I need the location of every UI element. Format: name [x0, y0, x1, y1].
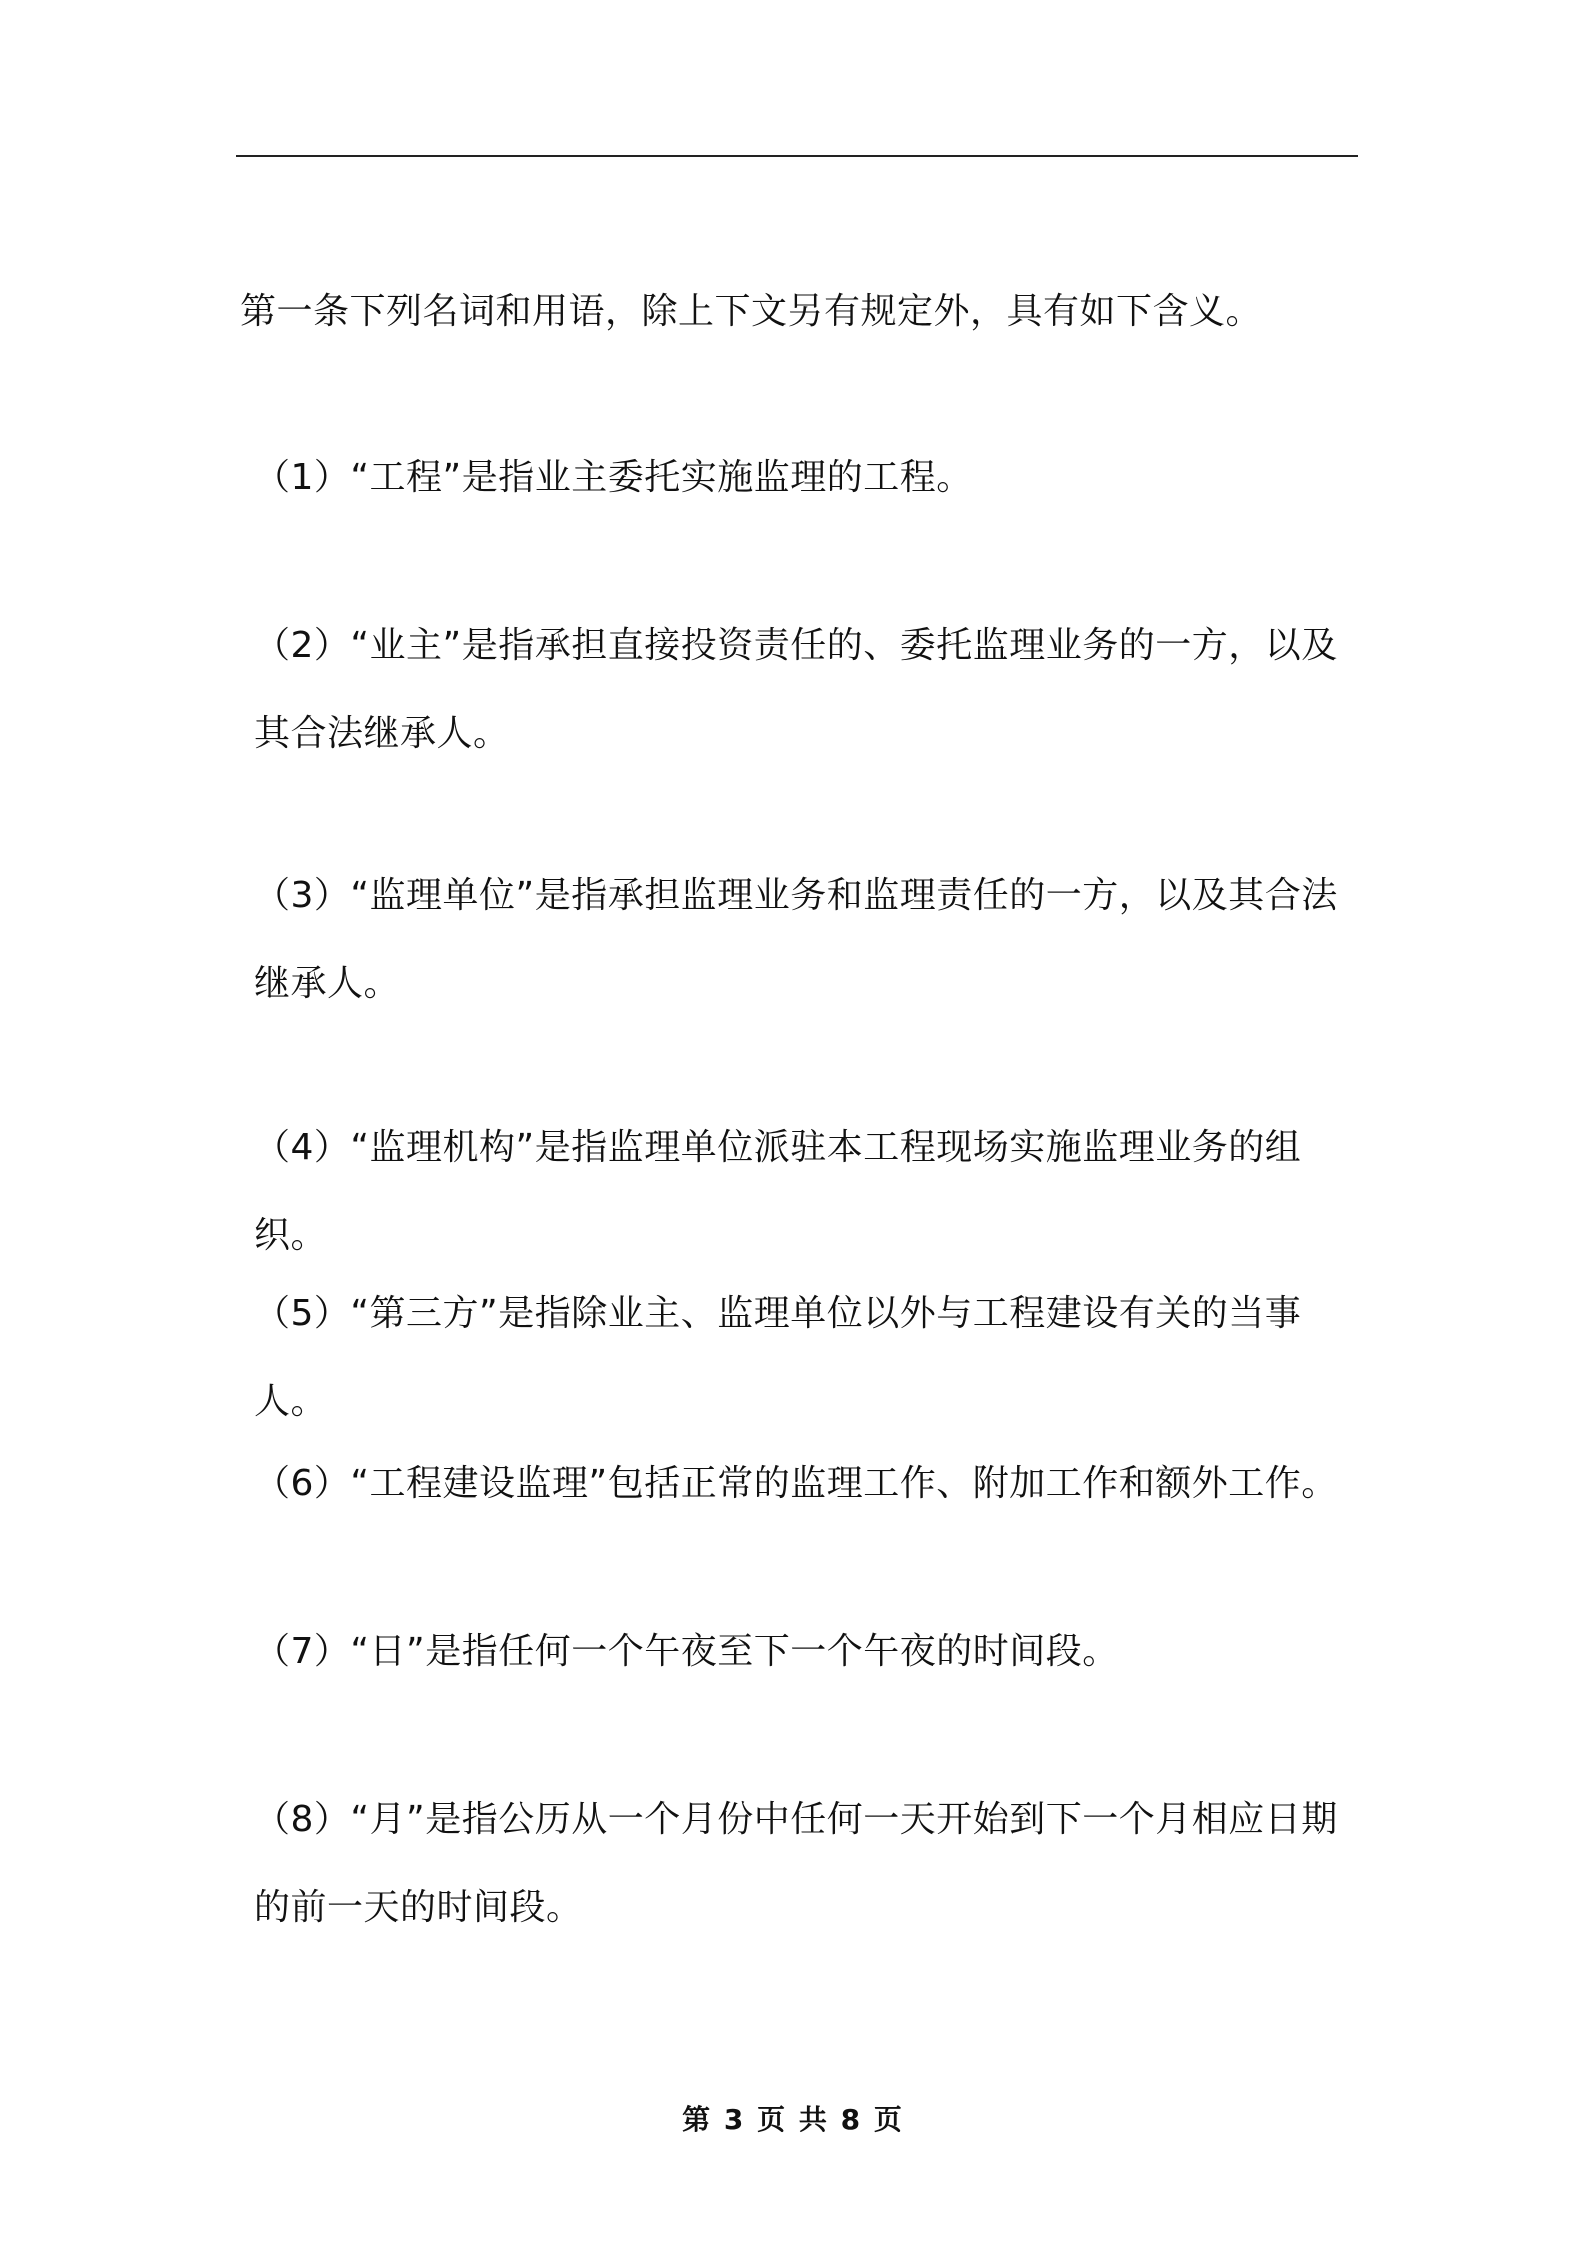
definition-item-3: （3）“监理单位”是指承担监理业务和监理责任的一方，以及其合法继承人。: [254, 875, 1338, 1004]
definition-item-4: （4）“监理机构”是指监理单位派驻本工程现场实施监理业务的组织。: [254, 1127, 1302, 1256]
definition-item-6: （6）“工程建设监理”包括正常的监理工作、附加工作和额外工作。: [254, 1463, 1338, 1504]
definition-item-8: （8）“月”是指公历从一个月份中任何一天开始到下一个月相应日期的前一天的时间段。: [254, 1799, 1338, 1928]
definition-item-5: （5）“第三方”是指除业主、监理单位以外与工程建设有关的当事人。: [254, 1293, 1302, 1422]
definition-item-7: （7）“日”是指任何一个午夜至下一个午夜的时间段。: [254, 1631, 1119, 1672]
article-heading: 第一条下列名词和用语，除上下文另有规定外，具有如下含义。: [240, 291, 1263, 332]
definition-item-2: （2）“业主”是指承担直接投资责任的、委托监理业务的一方，以及其合法继承人。: [254, 625, 1338, 754]
definition-item-1: （1）“工程”是指业主委托实施监理的工程。: [254, 457, 973, 498]
header-divider: [236, 155, 1358, 157]
page-number-footer: 第 3 页 共 8 页: [682, 2103, 904, 2136]
